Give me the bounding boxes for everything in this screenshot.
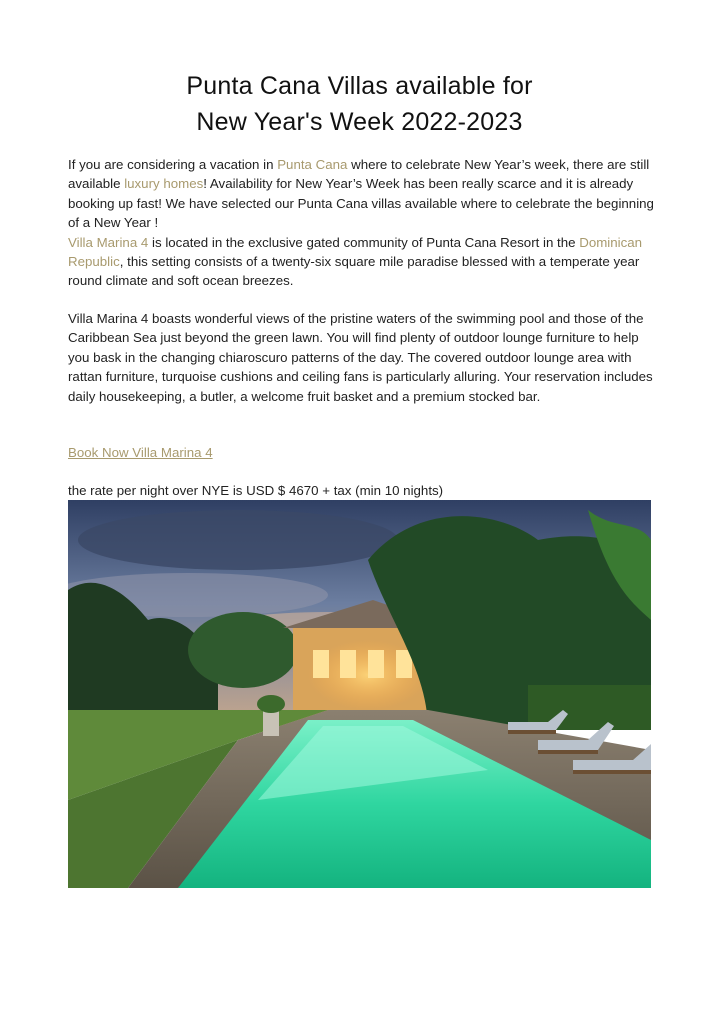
villa-pool-photo (68, 500, 651, 888)
intro-text-5: , this setting consists of a twenty-six square mile paradise blessed with a temperate year round climate and soft ocean breezes. (68, 254, 640, 289)
intro-text-1: If you are considering a vacation in (68, 157, 278, 172)
title-line-2: New Year's Week 2022-2023 (196, 108, 523, 136)
intro-text-4: is located in the exclusive gated community of Punta Cana Resort in the (148, 234, 580, 250)
book-link-line (68, 443, 658, 462)
rate-text: the rate per night over NYE is USD $ 4670 + tax (min 10 nights) (68, 483, 444, 498)
luxury-homes-link[interactable]: luxury homes (124, 176, 204, 192)
book-now-link[interactable]: Book Now Villa Marina 4 (68, 445, 213, 460)
page-title (0, 68, 719, 140)
description-paragraph: Villa Marina 4 boasts wonderful views of the pristine waters of the swimming pool and those of the Caribbean Sea just beyond the green lawn. You will find plenty of outdoor lounge furniture to help you bask in the changing chiaroscuro patterns of the day. The covered outdoor lounge area with rattan furniture, turquoise cushions and ceiling fans is particularly alluring. Your reservation includes daily housekeeping, a butler, a welcome fruit basket and a premium stocked bar. (68, 311, 653, 404)
villa-marina-link[interactable]: Villa Marina 4 (68, 234, 149, 250)
intro-text-2: where to celebrate New Year’s week, there are still available (68, 157, 650, 192)
intro-paragraph (68, 155, 658, 291)
dominican-republic-link[interactable]: Dominican Republic (68, 234, 643, 270)
punta-cana-link[interactable]: Punta Cana (277, 157, 348, 172)
title-line-1: Punta Cana Villas available for (186, 72, 533, 100)
intro-text-3: ! Availability for New Year’s Week has been really scarce and it is already booking up fast! We have selected our Punta Cana villas available where to celebrate the beginning of a New Year ! (68, 176, 654, 231)
